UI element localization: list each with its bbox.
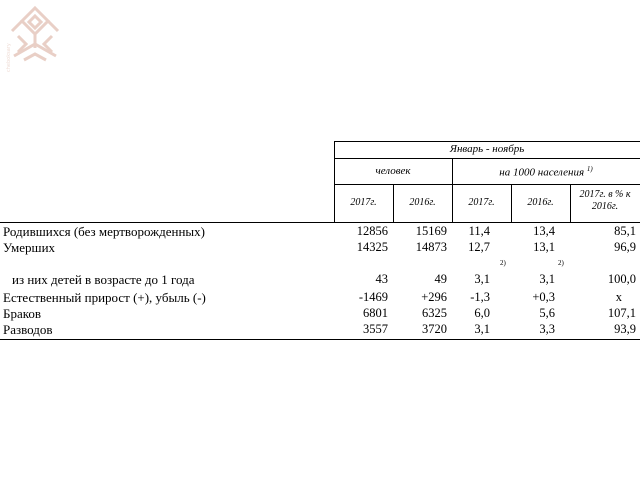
cell-divorces-2017: 3557: [363, 322, 388, 336]
col-2017-header: 2017г.: [350, 197, 377, 208]
cell-divorces-2016: 3720: [422, 322, 447, 336]
row-label-divorces: Разводов: [3, 322, 53, 337]
row-label-natural-growth: Естественный прирост (+), убыль (-): [3, 290, 206, 305]
group-persons-header: человек: [375, 165, 411, 177]
cell-deaths-2017: 14325: [356, 240, 388, 254]
cell-marriages-rate-2017: 6,0: [474, 306, 490, 320]
cell-births-rate-2017: 11,4: [468, 224, 490, 238]
cell-deaths-rate-2017: 12,7: [468, 240, 490, 254]
ornament-logo-icon: [4, 4, 66, 74]
footnote-1: 1): [586, 165, 593, 173]
group-per1000-header: на 1000 населения $^{1)}$: [499, 165, 593, 179]
footnote-2-b: 2): [558, 259, 564, 267]
cell-births-rate-2016: 13,4: [533, 224, 555, 238]
footnote-2-a: 2): [500, 259, 506, 267]
col-2016-header: 2016г.: [409, 197, 436, 208]
cell-infant-rate-2016: 3,1: [539, 272, 555, 286]
period-header: Январь - ноябрь: [449, 143, 525, 155]
cell-deaths-ratio: 96,9: [614, 240, 636, 254]
header-bottom-rule: [0, 222, 640, 223]
col-ratio-header: 2017г. в % к 2016г.: [579, 189, 631, 212]
table-top-rule: [334, 141, 640, 142]
cell-infant-rate-2017: 3,1: [474, 272, 490, 286]
cell-growth-2017: -1469: [358, 290, 388, 304]
col-2016b-header: 2016г.: [527, 197, 554, 208]
cell-divorces-ratio: 93,9: [614, 322, 636, 336]
cell-growth-ratio: x: [615, 290, 622, 304]
cell-divorces-rate-2016: 3,3: [539, 322, 555, 336]
row-label-infant-deaths: из них детей в возрасте до 1 года: [12, 272, 195, 287]
cell-births-2016: 15169: [415, 224, 447, 238]
header-rule-2: [334, 184, 640, 185]
cell-marriages-2017: 6801: [363, 306, 388, 320]
table-bottom-rule: [0, 339, 640, 340]
cell-infant-2017: 43: [375, 272, 388, 286]
cell-marriages-ratio: 107,1: [607, 306, 636, 320]
cell-deaths-rate-2016: 13,1: [533, 240, 555, 254]
row-label-marriages: Браков: [3, 306, 42, 321]
cell-infant-ratio: 100,0: [607, 272, 636, 286]
cell-infant-2016: 49: [434, 272, 447, 286]
cell-marriages-rate-2016: 5,6: [539, 306, 555, 320]
cell-divorces-rate-2017: 3,1: [474, 322, 490, 336]
col-2017b-header: 2017г.: [468, 197, 495, 208]
row-label-births: Родившихся (без мертворожденных): [3, 224, 205, 239]
header-rule-1: [334, 158, 640, 159]
cell-growth-rate-2017: -1,3: [470, 290, 490, 304]
row-label-deaths: Умерших: [3, 240, 56, 255]
cell-deaths-2016: 14873: [415, 240, 447, 254]
cell-growth-2016: +296: [421, 290, 447, 304]
cell-growth-rate-2016: +0,3: [532, 290, 555, 304]
cell-births-ratio: 85,1: [614, 224, 636, 238]
cell-marriages-2016: 6325: [422, 306, 447, 320]
cell-births-2017: 12856: [356, 224, 388, 238]
svg-text:cheboksary: cheboksary: [6, 43, 12, 72]
